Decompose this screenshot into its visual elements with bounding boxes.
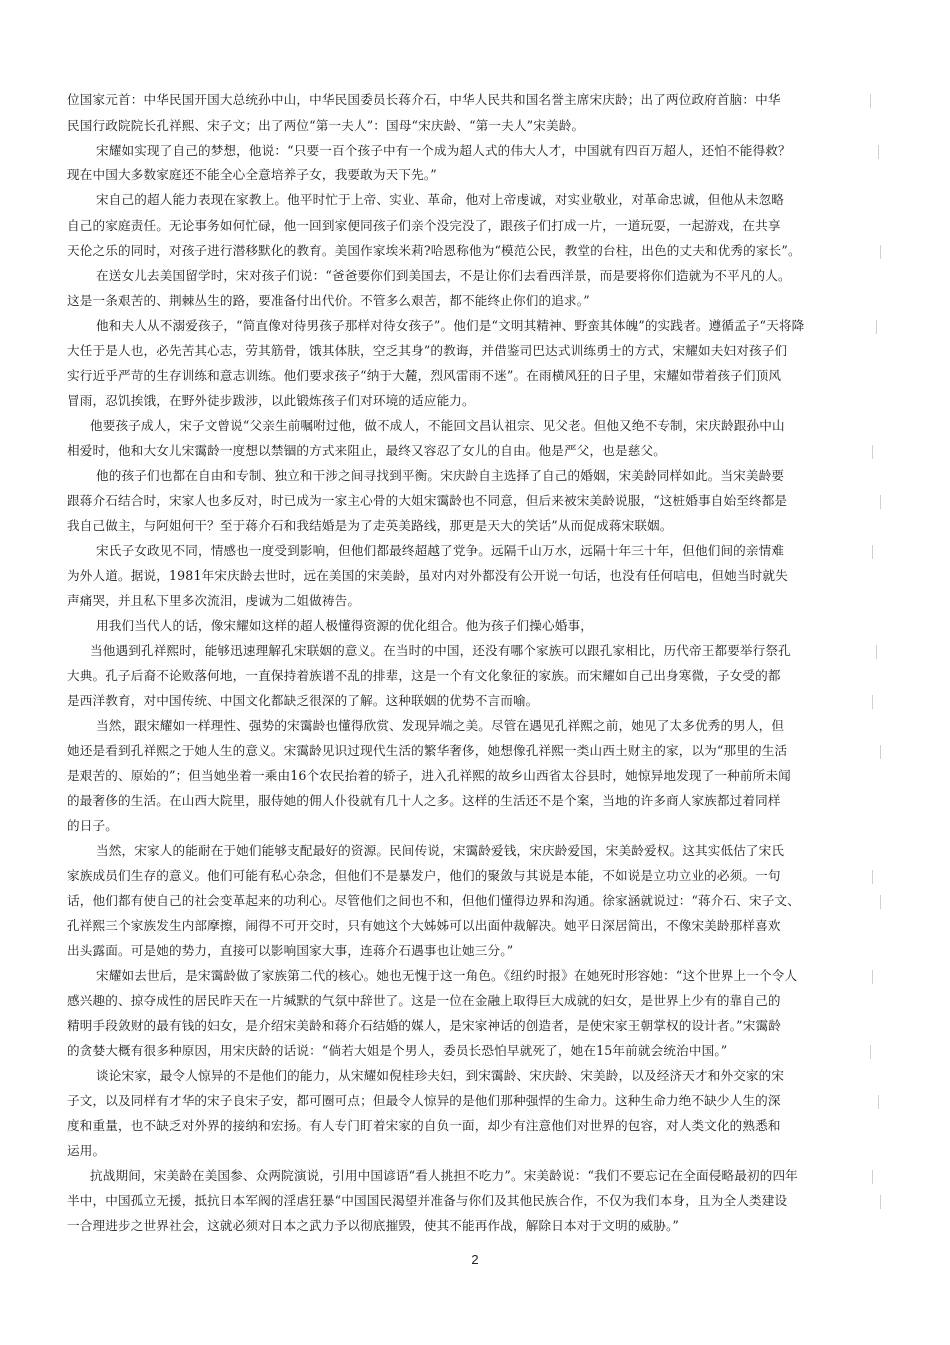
text-line: 在送女儿去美国留学时，宋对孩子们说：“爸爸要你们到美国去，不是让你们去看西洋景，而是要将你们造就为不平凡的人。 bbox=[96, 268, 791, 283]
text-line: 的日子。 bbox=[67, 818, 118, 833]
edge-mark bbox=[880, 895, 881, 909]
text-line: 宋耀如实现了自己的梦想，他说：“只要一百个孩子中有一个成为超人式的伟大人才，中国就有四百万超人，还怕不能得救？ bbox=[96, 143, 791, 158]
edge-mark bbox=[870, 1045, 871, 1059]
text-line: 跟蒋介石结合时，宋家人也多反对，时已成为一家主心骨的大姐宋霭龄也不同意，但后来被宋美龄说服，“这桩婚事自始至终都是 bbox=[67, 493, 788, 508]
text-line: 大典。孔子后裔不论败落何地，一直保持着族谱不乱的排辈，这是一个有文化象征的家族。而宋耀如自己出身寒微，子女受的都 bbox=[67, 668, 781, 683]
text-line: 宋耀如去世后，是宋霭龄做了家族第二代的核心。她也无愧于这一角色。《纽约时报》在她死时形容她：“这个世界上一个令人 bbox=[96, 968, 798, 983]
text-line: 自己的家庭责任。无论事务如何忙碌，他一回到家便同孩子们亲个没完没了，跟孩子们打成一片，一道玩耍，一起游戏，在共享 bbox=[67, 218, 781, 233]
text-line: 家族成员们生存的意义。他们可能有私心杂念，但他们不是暴发户，他们的聚敛与其说是本能，不如说是立功立业的必须。一句 bbox=[67, 868, 781, 883]
text-line: 她还是看到孔祥熙之于她人生的意义。宋霭龄见识过现代生活的繁华奢侈，她想像孔祥熙一类山西土财主的家，以为“那里的生活 bbox=[67, 743, 788, 758]
text-line: 是艰苦的、原始的”；但当她坐着一乘由16个农民抬着的轿子，进入孔祥熙的故乡山西省太谷县时，她惊异地发现了一种前所未闻 bbox=[67, 768, 791, 783]
edge-mark bbox=[878, 1095, 879, 1109]
text-line: 抗战期间，宋美龄在美国参、众两院演说，引用中国谚语“看人挑担不吃力”。宋美龄说：“我们不要忘记在全面侵略最初的四年 bbox=[90, 1168, 798, 1183]
text-line: 现在中国大多数家庭还不能全心全意培养子女，我要敢为天下先。” bbox=[67, 167, 437, 182]
text-line: 他要孩子成人，宋子文曾说“父亲生前嘱咐过他，做不成人，不能回文昌认祖宗、见父老。但他又绝不专制，宋庆龄跟孙中山 bbox=[90, 418, 785, 433]
text-line: 天伦之乐的同时，对孩子进行潜移默化的教育。美国作家埃米莉?哈恩称他为“模范公民，教堂的台柱，出色的丈夫和优秀的家长”。 bbox=[67, 243, 801, 258]
edge-mark bbox=[880, 745, 881, 759]
edge-mark bbox=[876, 645, 877, 659]
text-line: 相爱时，他和大女儿宋霭龄一度想以禁锢的方式来阻止，最终又容忍了女儿的自由。他是严父，也是慈父。 bbox=[67, 443, 666, 458]
text-line: 孔祥熙三个家族发生内部摩擦，闹得不可开交时，只有她这个大姊姊可以出面仲裁解决。她平日深居简出，不像宋美龄那样喜欢 bbox=[67, 918, 781, 933]
edge-mark bbox=[872, 445, 873, 459]
text-line: 出头露面。可是她的势力，直接可以影响国家大事，连蒋介石遇事也让她三分。” bbox=[67, 943, 514, 958]
text-line: 话，他们都有使自己的社会变革起来的功利心。尽管他们之间也不和，但他们懂得边界和沟通。徐家涵就说过：“蒋介石、宋子文、 bbox=[67, 893, 800, 908]
text-line: 当然，宋家人的能耐在于她们能够支配最好的资源。民间传说，宋霭龄爱钱，宋庆龄爱国，宋美龄爱权。这其实低估了宋氏 bbox=[96, 843, 785, 858]
text-line: 的最奢侈的生活。在山西大院里，服侍她的佣人仆役就有几十人之多。这样的生活还不是个案，当地的许多商人家族都过着同样 bbox=[67, 793, 781, 808]
edge-mark bbox=[878, 145, 879, 159]
edge-mark bbox=[872, 1170, 873, 1184]
text-line: 一合理进步之世界社会，这就必须对日本之武力予以彻底摧毁，使其不能再作战，解除日本对于文明的威胁。” bbox=[67, 1218, 679, 1233]
edge-mark bbox=[872, 870, 873, 884]
text-line: 的贪婪大概有很多种原因，用宋庆龄的话说：“倘若大姐是个男人，委员长恐怕早就死了，她在15年前就会统治中国。” bbox=[67, 1043, 728, 1058]
text-line: 当然，跟宋耀如一样理性、强势的宋霭龄也懂得欣赏、发现异端之美。尽管在遇见孔祥熙之前，她见了太多优秀的男人，但 bbox=[96, 718, 785, 733]
page-number: 2 bbox=[471, 1252, 479, 1267]
edge-mark bbox=[880, 495, 881, 509]
text-line: 我自己做主，与阿姐何干？至于蒋介石和我结婚是为了走英美路线，那更是天大的笑话”从而促成蒋宋联姻。 bbox=[67, 518, 673, 533]
text-line: 为外人道。据说，1981年宋庆龄去世时，远在美国的宋美龄，虽对内对外都没有公开说一句话，也没有任何唁电，但她当时就失 bbox=[67, 568, 788, 583]
text-line: 他和夫人从不溺爱孩子，“简直像对待男孩子那样对待女孩子”。他们是“文明其精神、野蛮其体魄”的实践者。遵循孟子“天将降 bbox=[96, 318, 805, 333]
text-line: 是西洋教育，对中国传统、中国文化都缺乏很深的了解。这种联姻的优势不言而喻。 bbox=[67, 693, 539, 708]
text-line: 当他遇到孔祥熙时，能够迅速理解孔宋联姻的意义。在当时的中国，还没有哪个家族可以跟孔家相比，历代帝王都要举行祭孔 bbox=[90, 643, 791, 658]
text-line: 民国行政院院长孔祥熙、宋子文；出了两位“第一夫人”：国母“宋庆龄、“第一夫人”宋美龄。 bbox=[67, 118, 585, 133]
edge-mark bbox=[880, 245, 881, 259]
text-line: 他的孩子们也都在自由和专制、独立和干涉之间寻找到平衡。宋庆龄自主选择了自己的婚姻，宋美龄同样如此。当宋美龄要 bbox=[96, 468, 785, 483]
text-line: 运用。 bbox=[67, 1143, 106, 1158]
text-line: 声痛哭，并且私下里多次流泪，虔诚为二姐做祷告。 bbox=[67, 593, 361, 608]
text-line: 度和重量，也不缺乏对外界的接纳和宏扬。有人专门盯着宋家的自负一面，却少有注意他们对世界的包容，对人类文化的熟悉和 bbox=[67, 1118, 781, 1133]
text-line: 宋氏子女政见不同，情感也一度受到影响，但他们都最终超越了党争。远隔千山万水，远隔十年三十年，但他们间的亲情难 bbox=[96, 543, 785, 558]
edge-mark bbox=[872, 695, 873, 709]
edge-mark bbox=[870, 94, 871, 108]
text-line: 位国家元首：中华民国开国大总统孙中山，中华民国委员长蒋介石，中华人民共和国名誉主席宋庆龄；出了两位政府首脑：中华 bbox=[67, 92, 781, 107]
text-line: 精明手段敛财的最有钱的妇女，是介绍宋美龄和蒋介石结婚的媒人，是宋家神话的创造者，是使宋家王朝掌权的设计者。”宋霭龄 bbox=[67, 1018, 781, 1033]
edge-mark bbox=[880, 1195, 881, 1209]
text-line: 大任于是人也，必先苦其心志，劳其筋骨，饿其体肤，空乏其身”的教诲，并借鉴司巴达式训练勇士的方式，宋耀如夫妇对孩子们 bbox=[67, 343, 788, 358]
text-line: 子文，以及同样有才华的宋子良宋子安，都可圈可点；但最令人惊异的是他们那种强悍的生命力。这种生命力绝不缺少人生的深 bbox=[67, 1093, 781, 1108]
text-line: 宋自己的超人能力表现在家教上。他平时忙于上帝、实业、革命，他对上帝虔诚，对实业敬业，对革命忠诚，但他从未忽略 bbox=[96, 192, 785, 207]
edge-mark bbox=[872, 545, 873, 559]
text-line: 冒雨，忍饥挨饿，在野外徒步跋涉，以此锻炼孩子们对环境的适应能力。 bbox=[67, 393, 475, 408]
edge-mark bbox=[876, 320, 877, 334]
text-line: 这是一条艰苦的、荆棘丛生的路，要准备付出代价。不管多么艰苦，都不能终止你们的追求。” bbox=[67, 293, 590, 308]
text-line: 实行近乎严苛的生存训练和意志训练。他们要求孩子“纳于大麓，烈风雷雨不迷”。在雨横风狂的日子里，宋耀如带着孩子们顶风 bbox=[67, 368, 782, 383]
text-line: 谈论宋家，最令人惊异的不是他们的能力，从宋耀如倪桂珍夫妇，到宋霭龄、宋庆龄、宋美龄，以及经济天才和外交家的宋 bbox=[96, 1068, 785, 1083]
text-line: 感兴趣的、掠夺成性的居民昨天在一片缄默的气氛中辞世了。这是一位在金融上取得巨大成就的妇女，是世界上少有的靠自己的 bbox=[67, 993, 781, 1008]
text-line: 用我们当代人的话，像宋耀如这样的超人极懂得资源的优化组合。他为孩子们操心婚事， bbox=[96, 618, 594, 633]
text-line: 半中，中国孤立无援，抵抗日本军阀的淫虐狂暴“中国国民渴望并准备与你们及其他民族合作，不仅为我们本身，且为全人类建设 bbox=[67, 1193, 788, 1208]
edge-mark bbox=[872, 970, 873, 984]
